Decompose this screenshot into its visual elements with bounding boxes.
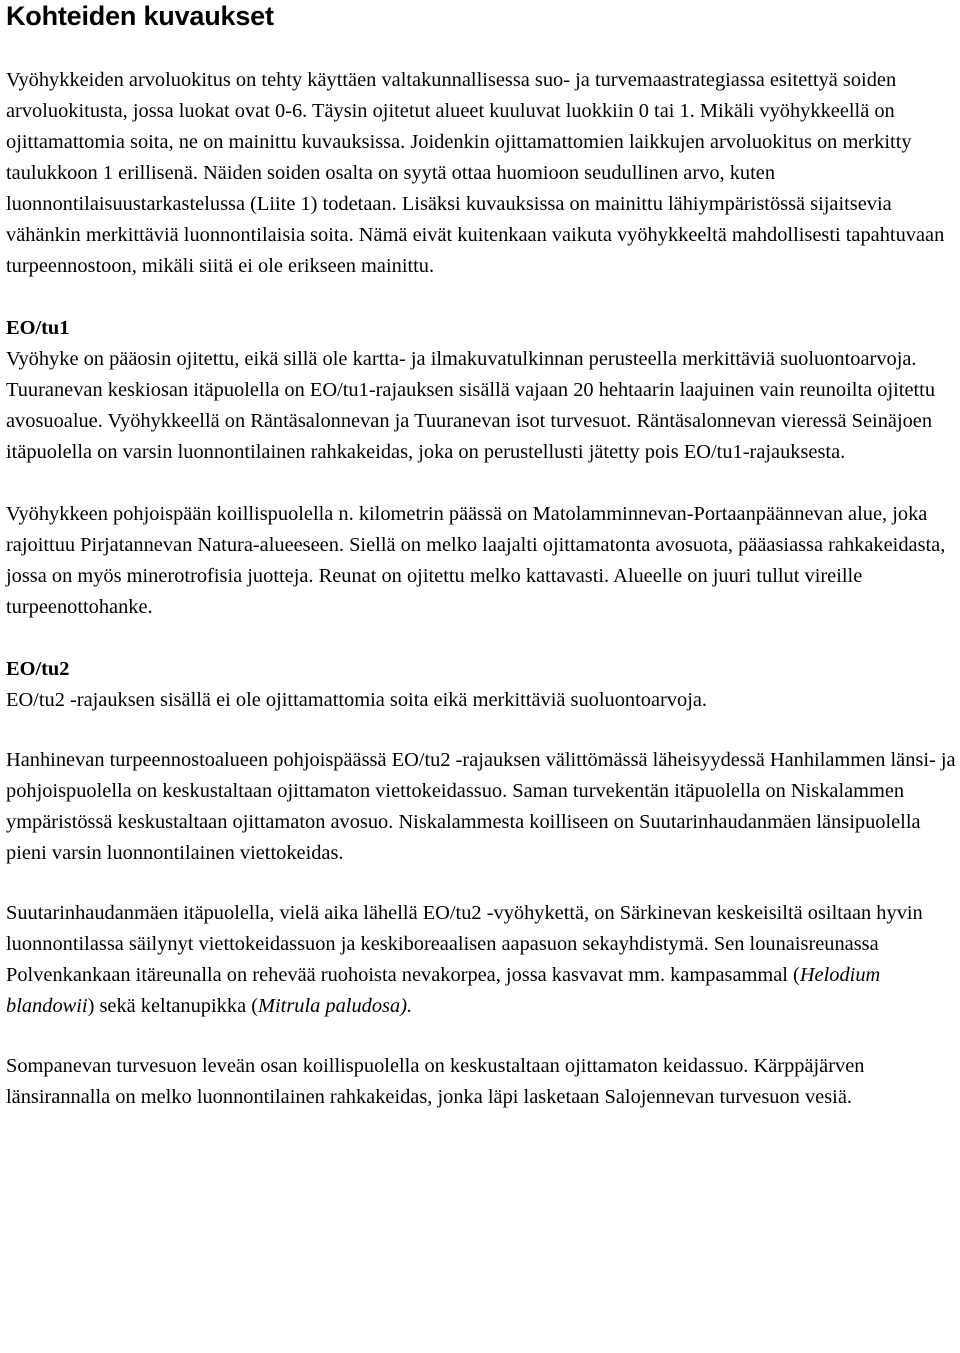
section-heading-eo-tu1: EO/tu1 (6, 317, 70, 339)
species-name-mitrula: Mitrula paludosa). (258, 995, 413, 1017)
paragraph-text: ) sekä keltanupikka ( (87, 995, 259, 1017)
eo-tu2-paragraph-3 (6, 898, 956, 1022)
intro-paragraph: Vyöhykkeiden arvoluokitus on tehty käyttäen valtakunnallisessa suo- ja turvemaastrategiassa esitettyä soiden arvoluokitusta, jossa luokat ovat 0-6. Täysin ojitetut alueet kuuluvat luokkiin 0 tai 1. Mikäli vyöhykkeellä on ojittamattomia soita, ne on mainittu kuvauksissa. Joidenkin ojittamattomien laikkujen arvoluokitus on merkitty taulukkoon 1 erillisenä. Näiden soiden osalta on syytä ottaa huomioon seudullinen arvo, kuten luonnontilaisuustarkastelussa (Liite 1) todetaan. Lisäksi kuvauksissa on mainittu lähiympäristössä sijaitsevia vähänkin merkittäviä luonnontilaisia soita. Nämä eivät kuitenkaan vaikuta vyöhykkeeltä mahdollisesti tapahtuvaan turpeennostoon, mikäli siitä ei ole erikseen mainittu. (6, 69, 945, 277)
species-name-helodium: Helodium blandowii (6, 964, 881, 1017)
eo-tu2-paragraph-4: Sompanevan turvesuon leveän osan koillispuolella on keskustaltaan ojittamaton keidassuo. Kärppäjärven länsirannalla on melko luonnontilainen rahkakeidas, jonka läpi lasketaan Salojennevan turvesuon vesiä. (6, 1055, 865, 1108)
section-heading-eo-tu2: EO/tu2 (6, 658, 70, 680)
paragraph-text: Suutarinhaudanmäen itäpuolella, vielä aika lähellä EO/tu2 -vyöhykettä, on Särkinevan keskeisiltä osiltaan hyvin luonnontilassa säilynyt viettokeidassuon ja keskiboreaalisen aapasuon sekayhdistymä. Sen lounaisreunassa Polvenkankaan itäreunalla on rehevää ruohoista nevakorpea, jossa kasvavat mm. kampasammal ( (6, 902, 923, 986)
eo-tu1-paragraph-1: Vyöhyke on pääosin ojitettu, eikä sillä ole kartta- ja ilmakuvatulkinnan perusteella merkittäviä suoluontoarvoja. Tuuranevan keskiosan itäpuolella on EO/tu1-rajauksen sisällä vajaan 20 hehtaarin laajuinen vain reunoilta ojitettu avosuoalue. Vyöhykkeellä on Räntäsalonnevan ja Tuuranevan isot turvesuot. Räntäsalonnevan vieressä Seinäjoen itäpuolella on varsin luonnontilainen rahkakeidas, joka on perustellusti jätetty pois EO/tu1-rajauksesta. (6, 348, 936, 463)
page-title: Kohteiden kuvaukset (6, 1, 274, 31)
eo-tu2-paragraph-2: Hanhinevan turpeennostoalueen pohjoispäässä EO/tu2 -rajauksen välittömässä läheisyydessä Hanhilammen länsi- ja pohjoispuolella on keskustaltaan ojittamaton viettokeidassuo. Saman turvekentän itäpuolella on Niskalammen ympäristössä keskustaltaan ojittamaton avosuo. Niskalammesta koilliseen on Suutarinhaudanmäen länsipuolella pieni varsin luonnontilainen viettokeidas. (6, 749, 956, 864)
document-page (6, 0, 956, 1113)
eo-tu2-paragraph-1: EO/tu2 -rajauksen sisällä ei ole ojittamattomia soita eikä merkittäviä suoluontoarvoja. (6, 689, 708, 711)
eo-tu1-paragraph-2: Vyöhykkeen pohjoispään koillispuolella n. kilometrin päässä on Matolamminnevan-Portaanpäännevan alue, joka rajoittuu Pirjatannevan Natura-alueeseen. Siellä on melko laajalti ojittamatonta avosuota, pääasiassa rahkakeidasta, jossa on myös minerotrofisia juotteja. Reunat on ojitettu melko kattavasti. Alueelle on juuri tullut vireille turpeenottohanke. (6, 503, 946, 618)
